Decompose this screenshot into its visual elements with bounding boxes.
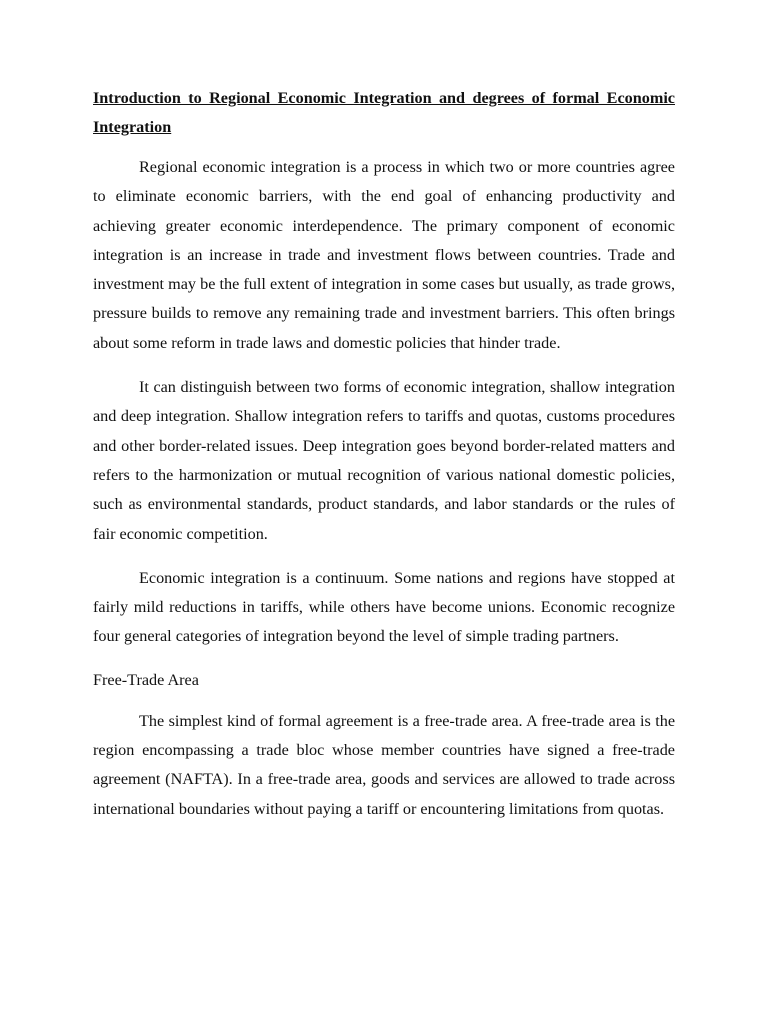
paragraph-free-trade-area: The simplest kind of formal agreement is a free-trade area. A free-trade area is the region encompassing a trade bloc whose member countries have signed a free-trade agreement (NAFTA). In a free-trade area, goods and services are allowed to trade across international boundaries without paying a tariff or encountering limitations from quotas. (93, 711, 675, 818)
document-body (93, 84, 675, 824)
paragraph-forms: It can distinguish between two forms of economic integration, shallow integration and deep integration. Shallow integration refers to tariffs and quotas, customs procedures and other border-related issues. Deep integration goes beyond border-related matters and refers to the harmonization or mutual recognition of various national domestic policies, such as environmental standards, product standards, and labor standards or the rules of fair economic competition. (93, 378, 675, 543)
section-heading-free-trade-area: Free-Trade Area (93, 670, 199, 689)
paragraph-intro: Regional economic integration is a process in which two or more countries agree to eliminate economic barriers, with the end goal of enhancing productivity and achieving greater economic interdependence. The primary component of economic integration is an increase in trade and investment flows between countries. Trade and investment may be the full extent of integration in some cases but usually, as trade grows, pressure builds to remove any remaining trade and investment barriers. This often brings about some reform in trade laws and domestic policies that hinder trade. (93, 158, 675, 352)
document-title: Introduction to Regional Economic Integration and degrees of formal Economic Integration (93, 89, 675, 136)
paragraph-continuum: Economic integration is a continuum. Some nations and regions have stopped at fairly mild reductions in tariffs, while others have become unions. Economic recognize four general categories of integration beyond the level of simple trading partners. (93, 568, 675, 646)
